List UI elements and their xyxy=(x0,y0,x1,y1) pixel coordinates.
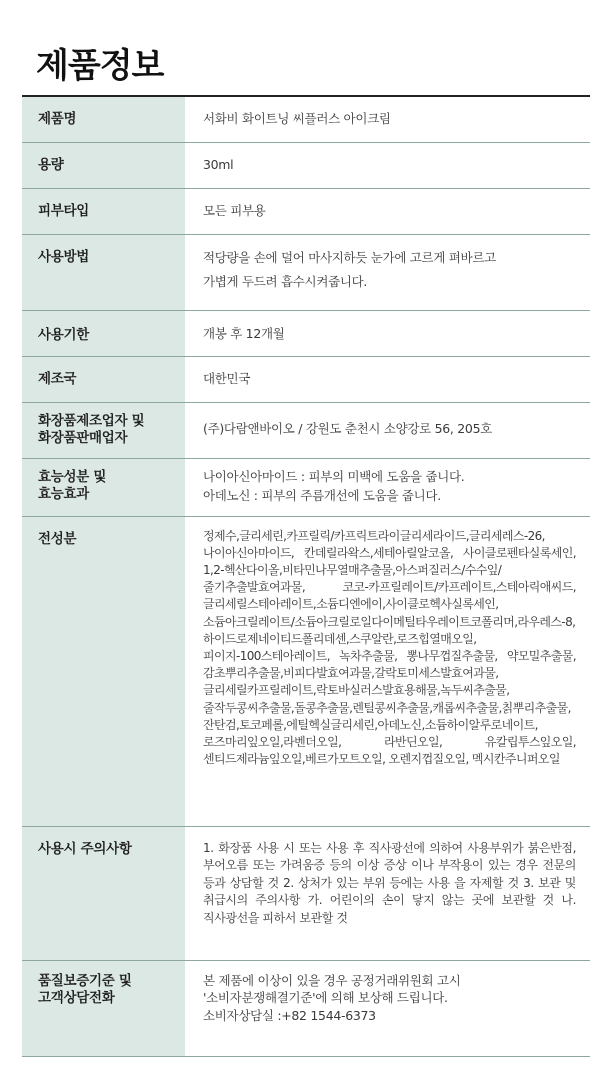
row-ingredients xyxy=(22,516,590,826)
row-label: 사용방법 xyxy=(22,234,185,310)
row-label: 전성분 xyxy=(22,516,185,826)
row-efficacy xyxy=(22,458,590,516)
row-value: 나이아신아마이드 : 피부의 미백에 도움을 줍니다. 아데노신 : 피부의 주름개선에 도움을 줍니다. xyxy=(203,468,465,503)
row-label: 품질보증기준 및 고객상담전화 xyxy=(22,960,185,1056)
row-value: 대한민국 xyxy=(203,370,251,386)
row-value: 서화비 화이트닝 씨플러스 아이크림 xyxy=(203,111,391,126)
row-label: 용량 xyxy=(22,142,185,188)
row-quality-guarantee xyxy=(22,960,590,1056)
row-value: 본 제품에 이상이 있을 경우 공정거래위원회 고시 '소비자분쟁해결기준'에 의해 보상해 드립니다. 소비자상담실 :+82 1544-6373 xyxy=(203,972,461,1023)
row-cautions xyxy=(22,826,590,960)
row-value: 30ml xyxy=(203,156,234,172)
row-skin-type xyxy=(22,188,590,234)
row-country xyxy=(22,356,590,402)
page-title: 제품정보 xyxy=(36,46,164,86)
row-product-name xyxy=(22,96,590,142)
row-label: 제조국 xyxy=(22,356,185,402)
row-value: 1. 화장품 사용 시 또는 사용 후 직사광선에 의하여 사용부위가 붉은반점, 부어오름 또는 가려움증 등의 이상 증상 이나 부작용이 있는 경우 전문의 등과 상담할 것 2. 상처가 있는 부위 등에는 사용 을 자제할 것 3. 보관 및 취급시의 주의사항 가. 어린이의 손이 닿지 않는 곳에 보관할 것 나.직사광선을 피하서 보관할 것 xyxy=(203,840,576,925)
row-label: 피부타입 xyxy=(22,188,185,234)
product-info-table xyxy=(22,95,590,1057)
row-label: 제품명 xyxy=(22,96,185,142)
row-expiry xyxy=(22,310,590,356)
row-label: 효능성분 및 효능효과 xyxy=(22,458,185,516)
row-label: 사용시 주의사항 xyxy=(22,826,185,960)
row-value: (주)다람앤바이오 / 강원도 춘천시 소양강로 56, 205호 xyxy=(203,420,492,436)
row-label: 화장품제조업자 및 화장품판매업자 xyxy=(22,402,185,458)
row-label: 사용기한 xyxy=(22,310,185,356)
row-volume xyxy=(22,142,590,188)
row-usage xyxy=(22,234,590,310)
row-value: 적당량을 손에 덜어 마사지하듯 눈가에 고르게 펴바르고 가볍게 두드려 흡수시켜줍니다. xyxy=(203,249,496,289)
row-manufacturer xyxy=(22,402,590,458)
row-value: 모든 피부용 xyxy=(203,202,266,218)
row-value: 정제수,글리세린,카프릴릭/카프릭트라이글리세라이드,글리세레스-26, 나이아신아마이드, 칸데릴라왁스,세테아릴알코올, 사이클로펜타실록세인, 1,2-헥산다이올,비타민나무열매추출물,아스퍼질러스/수수잎/줄기추출발효여과물, 코코-카프릴레이트/카프레이트,스테아릭애씨드,글리세릴스테아레이트,소듐디엔에이,사이클로헥사실록세인,소듐아크릴레이트/소듐아크릴로일다이메틸타우레이트코폴리머,라우레스-8,하이드로제네이티드폴리데센,스쿠알란,로즈힙열매오일,피이지-100스테아레이트, 녹차추출물, 뽕나무껍질추출물, 약모밀추출물, 감초뿌리추출물,비피다발효여과물,갈락토미세스발효여과물, 글리세릴카프릴레이트,락토바실러스발효용해물,녹두씨추출물,줄작두콩씨추출물,돌콩추출물,렌틸콩씨추출물,캐롭씨추출물,칡뿌리추출물,잔탄검,토코페롤,에틸헥실글리세린,아데노신,소듐하이알루로네이트,로즈마리잎오일,라벤더오일, 라반딘오일, 유칼립투스잎오일, 센티드제라늄잎오일,베르가모트오일, 오렌지껍질오일, 멕시칸주니퍼오일 xyxy=(203,528,576,767)
row-value: 개봉 후 12개월 xyxy=(203,325,285,341)
